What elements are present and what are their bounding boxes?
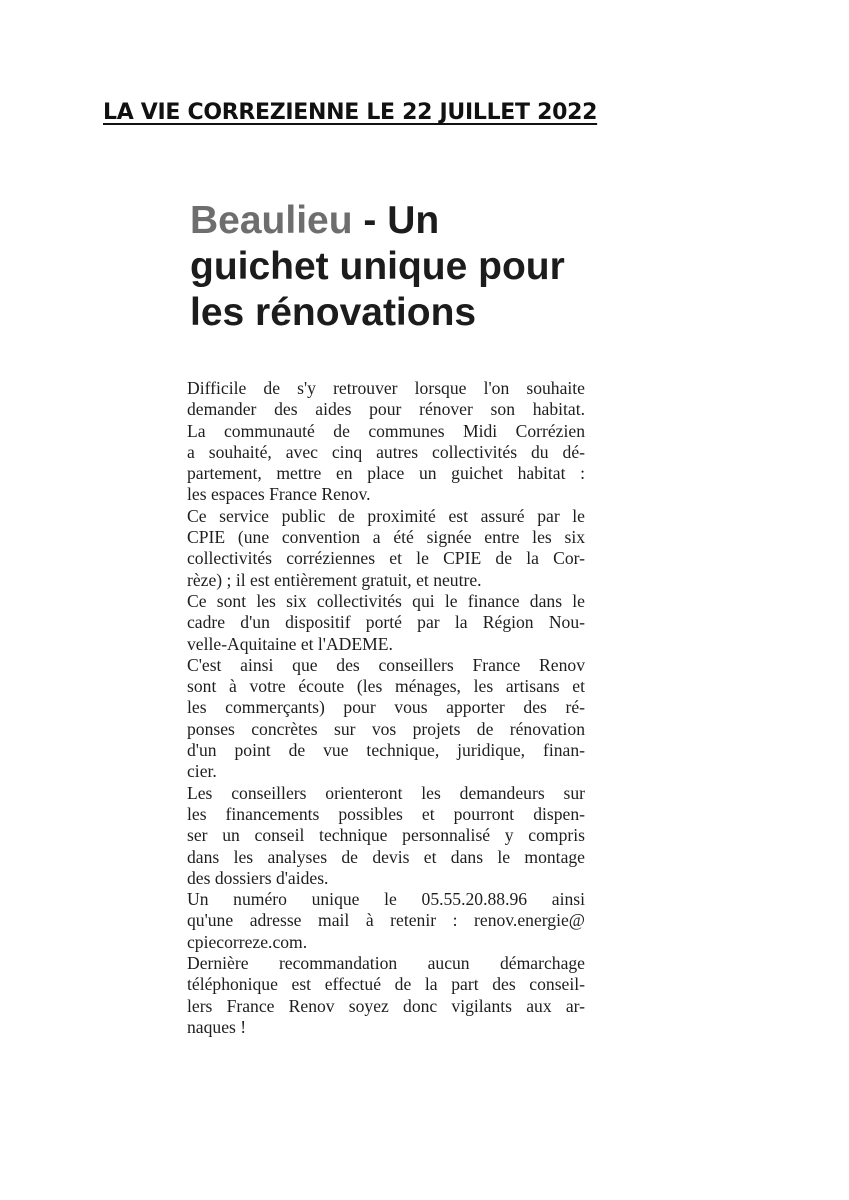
- body-line: Dernière recommandation aucun démarchage: [187, 953, 585, 974]
- body-line: les commerçants) pour vous apporter des ré-: [187, 697, 585, 718]
- body-line: dans les analyses de devis et dans le montage: [187, 846, 585, 867]
- body-line: les financements possibles et pourront dispen-: [187, 803, 585, 824]
- headline-separator: -: [363, 199, 377, 242]
- body-line: CPIE (une convention a été signée entre les six: [187, 527, 585, 548]
- body-line: rèze) ; il est entièrement gratuit, et neutre.: [187, 569, 482, 590]
- body-line: demander des aides pour rénover son habitat.: [187, 399, 585, 420]
- body-line: collectivités corréziennes et le CPIE de la Cor-: [187, 548, 585, 569]
- body-line: ponses concrètes sur vos projets de rénovation: [187, 718, 585, 739]
- body-line: velle-Aquitaine et l'ADEME.: [187, 633, 393, 654]
- headline-line-1-rest: Un: [387, 199, 440, 242]
- article-body: [187, 378, 585, 1038]
- body-line: d'un point de vue technique, juridique, finan-: [187, 740, 585, 761]
- article-headline: [190, 198, 610, 336]
- body-line: ser un conseil technique personnalisé y compris: [187, 825, 585, 846]
- body-line: Ce sont les six collectivités qui le finance dans le: [187, 590, 585, 611]
- headline-line-3: les rénovations: [190, 291, 477, 334]
- body-line: les espaces France Renov.: [187, 484, 371, 505]
- body-line: des dossiers d'aides.: [187, 867, 329, 888]
- body-line: partement, mettre en place un guichet habitat :: [187, 463, 585, 484]
- headline-line-1: [190, 198, 610, 244]
- body-line: a souhaité, avec cinq autres collectivités du dé-: [187, 441, 585, 462]
- body-line: sont à votre écoute (les ménages, les artisans et: [187, 676, 585, 697]
- body-line: Difficile de s'y retrouver lorsque l'on souhaite: [187, 378, 585, 398]
- body-line: cadre d'un dispositif porté par la Région Nou-: [187, 612, 585, 633]
- body-line: Ce service public de proximité est assuré par le: [187, 505, 585, 526]
- body-line: Un numéro unique le 05.55.20.88.96 ainsi: [187, 889, 585, 910]
- headline-place: Beaulieu: [190, 199, 353, 242]
- body-line: cpiecorreze.com.: [187, 931, 308, 952]
- body-line: téléphonique est effectué de la part des conseil-: [187, 974, 585, 995]
- newspaper-date-header: LA VIE CORREZIENNE LE 22 JUILLET 2022: [103, 100, 598, 125]
- body-line: Les conseillers orienteront les demandeurs sur: [187, 782, 585, 803]
- body-line: naques !: [187, 1016, 247, 1037]
- body-line: La communauté de communes Midi Corrézien: [187, 420, 585, 441]
- body-line: qu'une adresse mail à retenir : renov.energie@: [187, 910, 585, 931]
- body-line: cier.: [187, 761, 217, 782]
- body-line: lers France Renov soyez donc vigilants aux ar-: [187, 995, 585, 1016]
- body-line: C'est ainsi que des conseillers France Renov: [187, 654, 585, 675]
- headline-line-2: guichet unique pour: [190, 245, 565, 288]
